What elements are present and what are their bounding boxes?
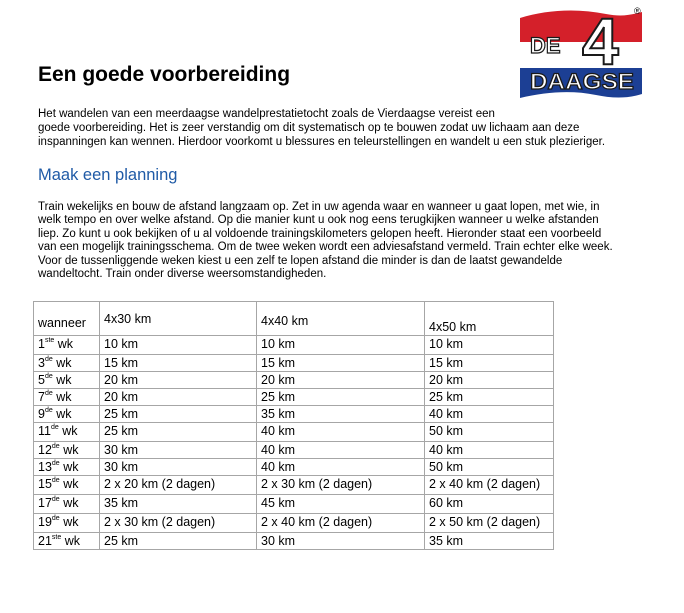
intro-line: goede voorbereiding. Het is zeer verstandig om dit systematisch op te bouwen zodat uw lichaam aan deze [38,122,580,134]
week-number: 9 [38,407,45,421]
week-label: wk [62,424,78,438]
logo-number: 4 [582,4,619,78]
week-cell [34,476,100,495]
intro-line: Het wandelen van een meerdaagse wandelprestatietocht zoals de Vierdaagse vereist een [38,108,495,120]
week-label: wk [63,460,79,474]
week-label: wk [63,515,79,529]
week-label: wk [63,496,79,510]
week-label: wk [57,337,74,351]
distance-4x50-cell: 60 km [425,495,554,514]
week-ordinal-suffix: ste [51,534,62,541]
table-row [34,406,554,423]
header-cell-4x30: 4x30 km [100,302,257,336]
table-header-row [34,302,554,336]
week-cell [34,406,100,423]
table-row [34,459,554,476]
distance-4x30-cell: 20 km [100,389,257,406]
week-label: wk [56,373,72,387]
de-4-daagse-logo [516,2,646,102]
distance-4x50-cell: 25 km [425,389,554,406]
table-row [34,389,554,406]
week-number: 1 [38,337,45,351]
week-label: wk [63,477,79,491]
table-row [34,423,554,442]
distance-4x30-cell: 25 km [100,423,257,442]
week-ordinal-suffix: ste [44,337,55,344]
distance-4x30-cell: 30 km [100,459,257,476]
logo-registered-mark: ® [634,6,641,16]
distance-4x50-cell: 10 km [425,336,554,355]
distance-4x50-cell: 40 km [425,406,554,423]
table-row [34,442,554,459]
distance-4x40-cell: 30 km [257,533,425,550]
week-number: 12 [38,443,52,457]
week-cell [34,423,100,442]
header-cell-4x40: 4x40 km [257,302,425,336]
planning-line: welk tempo en over welke afstand. Op die manier kunt u ook nog eens terugkijken wanneer u welke afstanden [38,214,599,227]
week-ordinal-suffix: de [44,407,53,414]
header-cell-wanneer: wanneer [34,302,100,336]
week-ordinal-suffix: de [51,443,60,450]
planning-line: van een mogelijk trainingsschema. Om de twee weken wordt een adviesafstand vermeld. Train echter elke week. [38,241,613,254]
logo-top-text: DE [530,33,561,58]
distance-4x50-cell: 50 km [425,423,554,442]
planning-line: liep. Zo kunt u ook bekijken of u al voldoende trainingskilometers gelopen heeft. Hieronder staat een voorbeeld [38,227,602,240]
week-number: 5 [38,373,45,387]
week-number: 11 [38,424,51,438]
distance-4x40-cell: 15 km [257,355,425,372]
distance-4x30-cell: 25 km [100,533,257,550]
table-row [34,495,554,514]
week-cell [34,336,100,355]
week-ordinal-suffix: de [44,373,53,380]
week-label: wk [56,407,72,421]
table-row [34,476,554,495]
distance-4x40-cell: 25 km [257,389,425,406]
week-cell [34,533,100,550]
distance-4x50-cell: 50 km [425,459,554,476]
planning-line: Train wekelijks en bouw de afstand langzaam op. Zet in uw agenda waar en wanneer u gaat lopen, met wie, in [38,201,600,213]
header-cell-4x50: 4x50 km [425,302,554,336]
week-label: wk [63,443,79,457]
week-number: 17 [38,496,52,510]
distance-4x30-cell: 25 km [100,406,257,423]
distance-4x30-cell: 20 km [100,372,257,389]
intro-paragraph [38,107,638,149]
week-cell [34,514,100,533]
distance-4x40-cell: 20 km [257,372,425,389]
distance-4x30-cell: 2 x 20 km (2 dagen) [100,476,257,495]
distance-4x40-cell: 2 x 30 km (2 dagen) [257,476,425,495]
table-row [34,533,554,550]
week-label: wk [64,534,81,548]
distance-4x30-cell: 10 km [100,336,257,355]
intro-line: inspanningen kan wennen. Hierdoor voorkomt u blessures en teleurstellingen en wandelt u een stuk plezieriger. [38,136,606,148]
training-schedule-table [33,301,554,550]
page-title: Een goede voorbereiding [38,63,291,86]
distance-4x50-cell: 2 x 50 km (2 dagen) [425,514,554,533]
week-cell [34,495,100,514]
week-label: wk [56,390,72,404]
distance-4x50-cell: 15 km [425,355,554,372]
week-cell [34,442,100,459]
distance-4x40-cell: 35 km [257,406,425,423]
week-number: 15 [38,477,52,491]
planning-line: Voor de tussenliggende weken kiest u een zelf te lopen afstand die minder is dan de laatst gewandelde [38,254,563,267]
week-ordinal-suffix: de [44,390,53,397]
week-cell [34,389,100,406]
week-ordinal-suffix: de [51,460,60,467]
week-ordinal-suffix: de [44,356,53,363]
table-row [34,355,554,372]
distance-4x40-cell: 40 km [257,423,425,442]
section-heading: Maak een planning [38,166,178,184]
week-number: 3 [38,356,45,370]
distance-4x30-cell: 30 km [100,442,257,459]
planning-line: wandeltocht. Train onder diverse weersomstandigheden. [38,268,327,281]
table-row [34,336,554,355]
distance-4x40-cell: 2 x 40 km (2 dagen) [257,514,425,533]
planning-paragraph [38,201,648,281]
week-cell [34,355,100,372]
table-row [34,372,554,389]
week-number: 21 [38,534,52,548]
logo-bottom-text: DAAGSE [530,69,634,94]
distance-4x50-cell: 40 km [425,442,554,459]
week-label: wk [56,356,72,370]
week-ordinal-suffix: de [51,515,60,522]
week-number: 13 [38,460,52,474]
distance-4x40-cell: 45 km [257,495,425,514]
distance-4x30-cell: 35 km [100,495,257,514]
distance-4x30-cell: 15 km [100,355,257,372]
week-number: 7 [38,390,45,404]
week-cell [34,372,100,389]
week-ordinal-suffix: de [51,477,60,484]
week-cell [34,459,100,476]
distance-4x40-cell: 40 km [257,459,425,476]
week-ordinal-suffix: de [50,424,59,431]
distance-4x30-cell: 2 x 30 km (2 dagen) [100,514,257,533]
table-row [34,514,554,533]
distance-4x50-cell: 2 x 40 km (2 dagen) [425,476,554,495]
distance-4x40-cell: 40 km [257,442,425,459]
distance-4x40-cell: 10 km [257,336,425,355]
week-ordinal-suffix: de [51,496,60,503]
distance-4x50-cell: 35 km [425,533,554,550]
week-number: 19 [38,515,52,529]
distance-4x50-cell: 20 km [425,372,554,389]
